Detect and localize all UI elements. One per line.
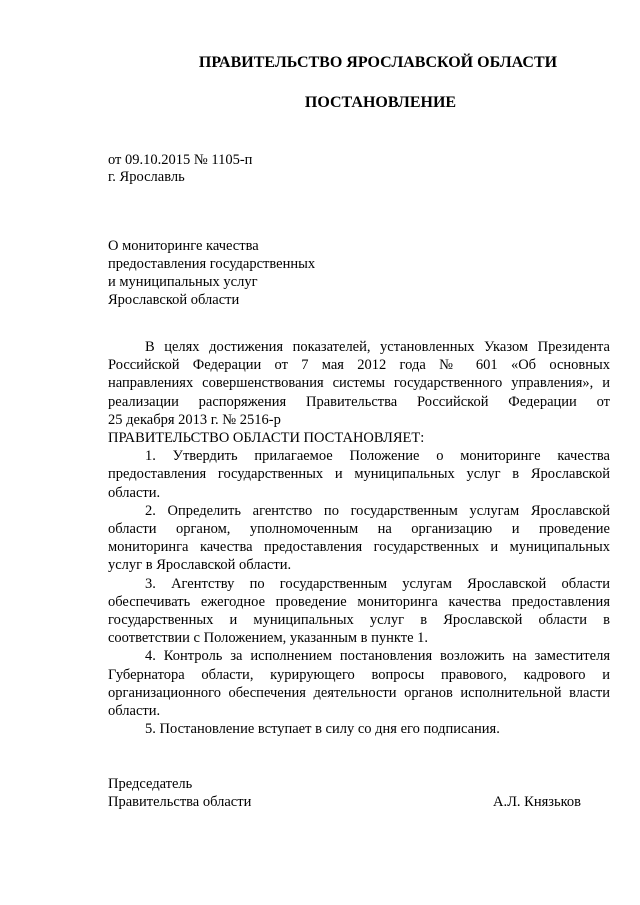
item-line: предоставления государственных и муниципальных услуг в Ярославской xyxy=(108,466,610,483)
item-line: услуг в Ярославской области. xyxy=(108,557,292,574)
resolves-statement: ПРАВИТЕЛЬСТВО ОБЛАСТИ ПОСТАНОВЛЯЕТ: xyxy=(108,430,425,447)
item-line: области. xyxy=(108,703,161,720)
subject-block xyxy=(108,237,315,309)
preamble-line: В целях достижения показателей, установленных Указом Президента xyxy=(145,339,610,355)
document-body xyxy=(108,338,610,738)
item-line: организационного обеспечения деятельности органов исполнительной власти xyxy=(108,684,610,701)
item-line: мониторинга качества предоставления государственных и муниципальных xyxy=(108,539,610,556)
subject-line: предоставления государственных xyxy=(108,256,316,272)
subject-line: и муниципальных услуг xyxy=(108,274,258,290)
signatory-title-line: Председатель xyxy=(108,776,193,792)
preamble xyxy=(108,338,610,447)
place: г. Ярославль xyxy=(108,169,185,185)
item-4 xyxy=(108,647,610,720)
item-line: области органом, уполномоченным на организацию и проведение xyxy=(108,521,610,538)
preamble-line: Российской Федерации от 7 мая 2012 года № 601 «Об основных xyxy=(108,357,610,374)
preamble-line: 25 декабря 2013 г. № 2516-р xyxy=(108,411,281,428)
item-line: 1. Утвердить прилагаемое Положение о мониторинге качества xyxy=(145,448,610,465)
preamble-line: направлениях совершенствования системы государственного управления», и xyxy=(108,375,610,392)
item-line: Губернатора области, курирующего вопросы правового, кадрового и xyxy=(108,666,610,683)
item-line: 5. Постановление вступает в силу со дня его подписания. xyxy=(145,721,500,738)
signatory-name: А.Л. Князьков xyxy=(493,794,582,810)
item-line: области. xyxy=(108,484,161,501)
item-2 xyxy=(108,502,610,575)
item-1 xyxy=(108,447,610,502)
signatory-title-line: Правительства области xyxy=(108,794,252,810)
item-line: соответствии с Положением, указанным в пункте 1. xyxy=(108,630,429,647)
subject-line: О мониторинге качества xyxy=(108,238,259,254)
date-number: от 09.10.2015 № 1105-п xyxy=(108,152,253,168)
item-3 xyxy=(108,575,610,648)
item-line: 2. Определить агентство по государственным услугам Ярославской xyxy=(145,502,610,519)
item-line: обеспечивать ежегодное проведение мониторинга качества предоставления xyxy=(108,593,610,610)
item-line: 3. Агентству по государственным услугам Ярославской области xyxy=(145,575,610,592)
preamble-line: реализации распоряжения Правительства Российской Федерации от xyxy=(108,393,610,410)
item-line: 4. Контроль за исполнением постановления возложить на заместителя xyxy=(145,648,610,665)
subject-line: Ярославской области xyxy=(108,292,240,308)
organization-heading: ПРАВИТЕЛЬСТВО ЯРОСЛАВСКОЙ ОБЛАСТИ xyxy=(198,54,558,71)
signatory-title xyxy=(108,775,251,811)
item-line: государственных и муниципальных услуг в Ярославской области в xyxy=(108,612,610,629)
document-type-heading: ПОСТАНОВЛЕНИЕ xyxy=(304,94,457,111)
item-5 xyxy=(108,720,610,738)
